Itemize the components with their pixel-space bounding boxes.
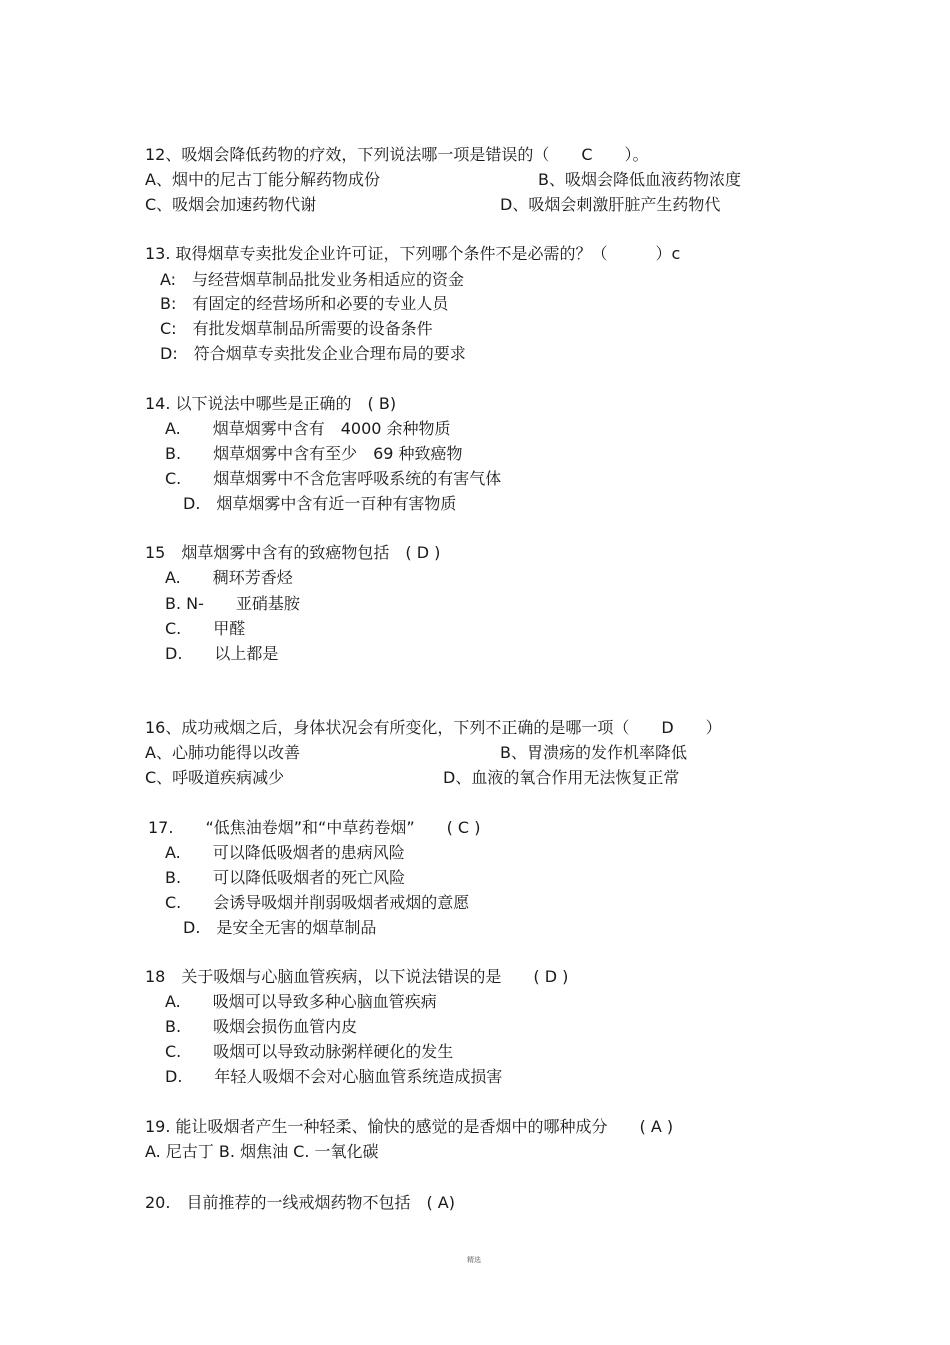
q18-option-a: A. 吸烟可以导致多种心脑血管疾病 [165,992,437,1011]
q14-option-b: B. 烟草烟雾中含有至少 69 种致癌物 [165,444,463,463]
q16-option-a: A、心肺功能得以改善 [145,743,300,762]
q17-stem: 17. “低焦油卷烟”和“中草药卷烟” ( C ) [148,818,481,837]
q15-option-d: D. 以上都是 [165,644,279,663]
q19-options: A. 尼古丁 B. 烟焦油 C. 一氧化碳 [145,1142,379,1161]
q16-option-c: C、呼吸道疾病减少 [145,768,285,787]
q18-option-b: B. 吸烟会损伤血管内皮 [165,1017,358,1036]
q15-stem: 15 烟草烟雾中含有的致癌物包括 ( D ) [145,543,441,562]
q15-option-a: A. 稠环芳香烃 [165,568,293,587]
q14-option-d: D. 烟草烟雾中含有近一百种有害物质 [183,494,457,513]
q16-option-d: D、血液的氧合作用无法恢复正常 [443,768,680,787]
q15-option-c: C. 甲醛 [165,619,246,638]
q18-option-c: C. 吸烟可以导致动脉粥样硬化的发生 [165,1042,454,1061]
q12-option-a: A、烟中的尼古丁能分解药物成份 [145,170,380,189]
q12-option-c: C、吸烟会加速药物代谢 [145,195,317,214]
q17-option-a: A. 可以降低吸烟者的患病风险 [165,843,405,862]
q15-option-b: B. N- 亚硝基胺 [165,594,300,613]
q13-option-b: B: 有固定的经营场所和必要的专业人员 [160,294,449,313]
q13-option-c: C: 有批发烟草制品所需要的设备条件 [160,319,433,338]
q18-option-d: D. 年轻人吸烟不会对心脑血管系统造成损害 [165,1067,503,1086]
q14-option-a: A. 烟草烟雾中含有 4000 余种物质 [165,419,451,438]
q12-option-b: B、吸烟会降低血液药物浓度 [538,170,741,189]
q12-stem: 12、吸烟会降低药物的疗效，下列说法哪一项是错误的（ C ）。 [145,145,649,164]
q14-option-c: C. 烟草烟雾中不含危害呼吸系统的有害气体 [165,469,502,488]
q18-stem: 18 关于吸烟与心脑血管疾病，以下说法错误的是 ( D ) [145,967,569,986]
q13-option-a: A: 与经营烟草制品批发业务相适应的资金 [160,270,465,289]
q17-option-c: C. 会诱导吸烟并削弱吸烟者戒烟的意愿 [165,893,470,912]
page-footer: 精选 [467,1256,481,1264]
q13-stem: 13. 取得烟草专卖批发企业许可证，下列哪个条件不是必需的？（ ）c [145,244,681,263]
q13-option-d: D: 符合烟草专卖批发企业合理布局的要求 [160,344,466,363]
q16-option-b: B、胃溃疡的发作机率降低 [500,743,687,762]
q17-option-b: B. 可以降低吸烟者的死亡风险 [165,868,406,887]
q20-stem: 20. 目前推荐的一线戒烟药物不包括 ( A) [145,1193,455,1212]
q12-option-d: D、吸烟会刺激肝脏产生药物代 [500,195,721,214]
q16-stem: 16、成功戒烟之后，身体状况会有所变化，下列不正确的是哪一项（ D ） [145,718,722,737]
q19-stem: 19. 能让吸烟者产生一种轻柔、愉快的感觉的是香烟中的哪种成分 ( A ) [145,1117,674,1136]
q14-stem: 14. 以下说法中哪些是正确的 ( B) [145,394,397,413]
q17-option-d: D. 是安全无害的烟草制品 [183,918,377,937]
